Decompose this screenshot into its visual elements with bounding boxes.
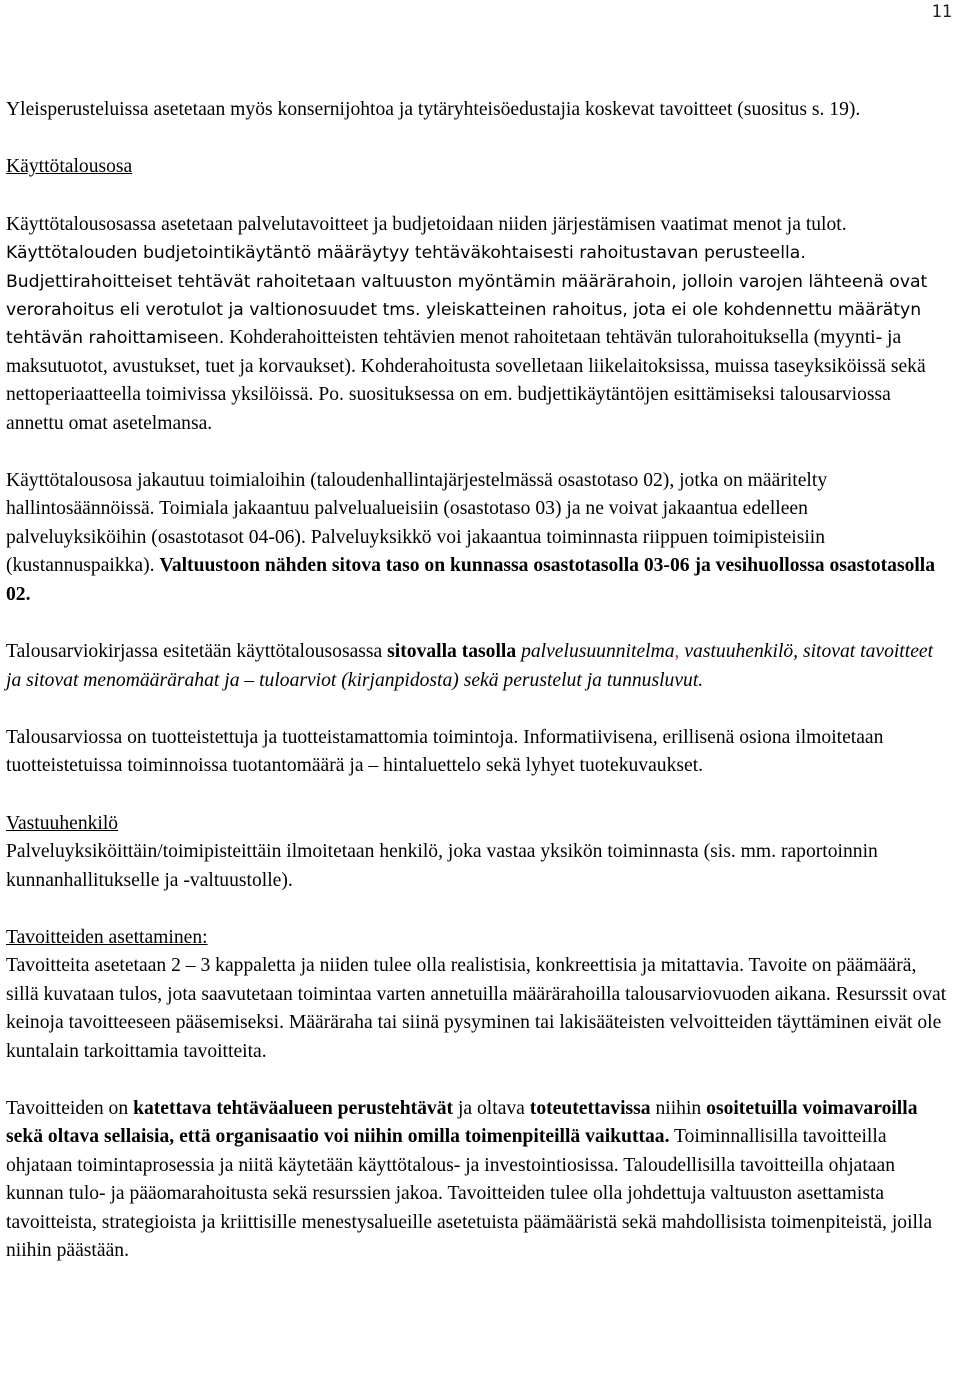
text-span: Käyttötalousosassa asetetaan palvelutavoitteet ja budjetoidaan niiden järjestämisen vaatimat menot ja tulot. (6, 213, 847, 235)
paragraph-tuotteistus: Talousarviossa on tuotteistettuja ja tuotteistamattomia toimintoja. Informatiivisena, erillisenä osiona ilmoitetaan tuotteistetuissa toiminnoissa tuotantomäärä ja – hintaluettelo sekä lyhyet tuotekuvaukset. (6, 726, 884, 777)
text-span: Kohderahoitteisten tehtävien menot rahoitetaan tehtävän tulorahoituksella (myynti- ja maksutuotot, avustukset, tuet ja korvaukset). Kohderahoitusta sovelletaan liikelaitoksissa, muissa taseyksiköissä sekä nettoperiaatteella toimivissa yksilöissä. Po. suosituksessa on em. budjettikäytäntöjen esittämiseksi talousarviossa annettu omat asetelmansa. (6, 327, 926, 434)
document-body (6, 96, 952, 1265)
text-span: Talousarviokirjassa esitetään käyttötalousosassa (6, 641, 383, 663)
paragraph-tavoitteet: Tavoitteita asetetaan 2 – 3 kappaletta ja niiden tulee olla realistisia, konkreettisia ja mitattavia. Tavoite on päämäärä, sillä kuvataan tulos, jota saavutetaan toimintaa varten annetuilla määrärahoilla talousarviovuoden aikana. Resurssit ovat keinoja tavoitteeseen pääsemiseksi. Määräraha tai siinä pysyminen tai lakisääteisten velvoitteiden täyttäminen eivät ole kuntalain tarkoittamia tavoitteita. (6, 955, 947, 1062)
bold-text: sitovalla tasolla (387, 641, 517, 663)
heading-vastuuhenkilo: Vastuuhenkilö (6, 812, 119, 834)
text-span: ja oltava (457, 1097, 525, 1119)
paragraph-yleisperustelut: Yleisperusteluissa asetetaan myös konsernijohtoa ja tytäryhteisöedustajia koskevat tavoitteet (suositus s. 19). (6, 99, 861, 120)
bold-text: osoitetuilla voimavaroilla sekä oltava sellaisia, että organisaatio voi niihin omilla toimenpiteillä vaikuttaa. (6, 1097, 918, 1148)
bold-text: katettava tehtäväalueen perustehtävät (133, 1097, 454, 1119)
text-span: Tavoitteiden on (6, 1097, 129, 1119)
text-span: Käyttötalousosa jakautuu toimialoihin (taloudenhallintajärjestelmässä osastotaso 02), jotka on määritelty hallintosäännöissä. Toimiala jakaantuu palvelualueisiin (osastotaso 03) ja ne voivat jakaantua edelleen palveluyksiköihin (osastotasot 04-06). Palveluyksikkö voi jakaantua toiminnasta riippuen toimipisteisiin (kustannuspaikka). (6, 470, 828, 577)
paragraph-talousarviokirja (6, 638, 952, 695)
text-span-sans: Käyttötalouden budjetointikäytäntö määräytyy tehtäväkohtaisesti rahoitustavan perusteella. Budjettirahoitteiset tehtävät rahoitetaan valtuuston myöntämin määrärahoin, jolloin varojen lähteenä ovat verorahoitus eli verotulot ja valtionosuudet tms. yleiskatteinen rahoitus, jota ei ole kohdennettu määrätyn tehtävän rahoittamiseen. (6, 243, 928, 349)
italic-text: vastuuhenkilö, sitovat tavoitteet ja sitovat menomäärärahat ja – tuloarviot (kirjanpidosta) sekä perustelut ja tunnusluvut. (6, 641, 934, 691)
heading-tavoitteiden-asettaminen: Tavoitteiden asettaminen: (6, 926, 208, 948)
text-span: Toiminnallisilla tavoitteilla ohjataan toimintaprosessia ja niitä käytetään käyttötalous- ja investointiosissa. Taloudellisilla tavoitteilla ohjataan kunnan tulo- ja pääomarahoitusta sekä resurssien jakoa. Tavoitteiden tulee olla johdettuja valtuuston asettamista tavoitteista, strategioista ja kriittisille menestysalueille asetetuista päämääristä sekä mahdollisista toimenpiteistä, joilla niihin päästään. (6, 1126, 933, 1261)
bold-text: Valtuustoon nähden sitova taso on kunnassa osastotasolla 03-06 ja vesihuollossa osastotasolla 02. (6, 555, 936, 605)
accent-comma: , (674, 641, 680, 663)
paragraph-kayttotalousosa (6, 211, 952, 438)
bold-text: toteutettavissa (529, 1097, 651, 1119)
paragraph-vastuuhenkilo: Palveluyksiköittäin/toimipisteittäin ilmoitetaan henkilö, joka vastaa yksikön toiminnasta (sis. mm. raportoinnin kunnanhallitukselle ja -valtuustolle). (6, 841, 878, 891)
heading-kayttotalousosa: Käyttötalousosa (6, 156, 133, 178)
paragraph-tavoitteiden-kattavuus (6, 1095, 952, 1265)
italic-text: palvelusuunnitelma (521, 641, 675, 663)
page-number: 11 (931, 2, 952, 22)
text-span: niihin (655, 1097, 702, 1119)
paragraph-toimialat (6, 467, 952, 609)
